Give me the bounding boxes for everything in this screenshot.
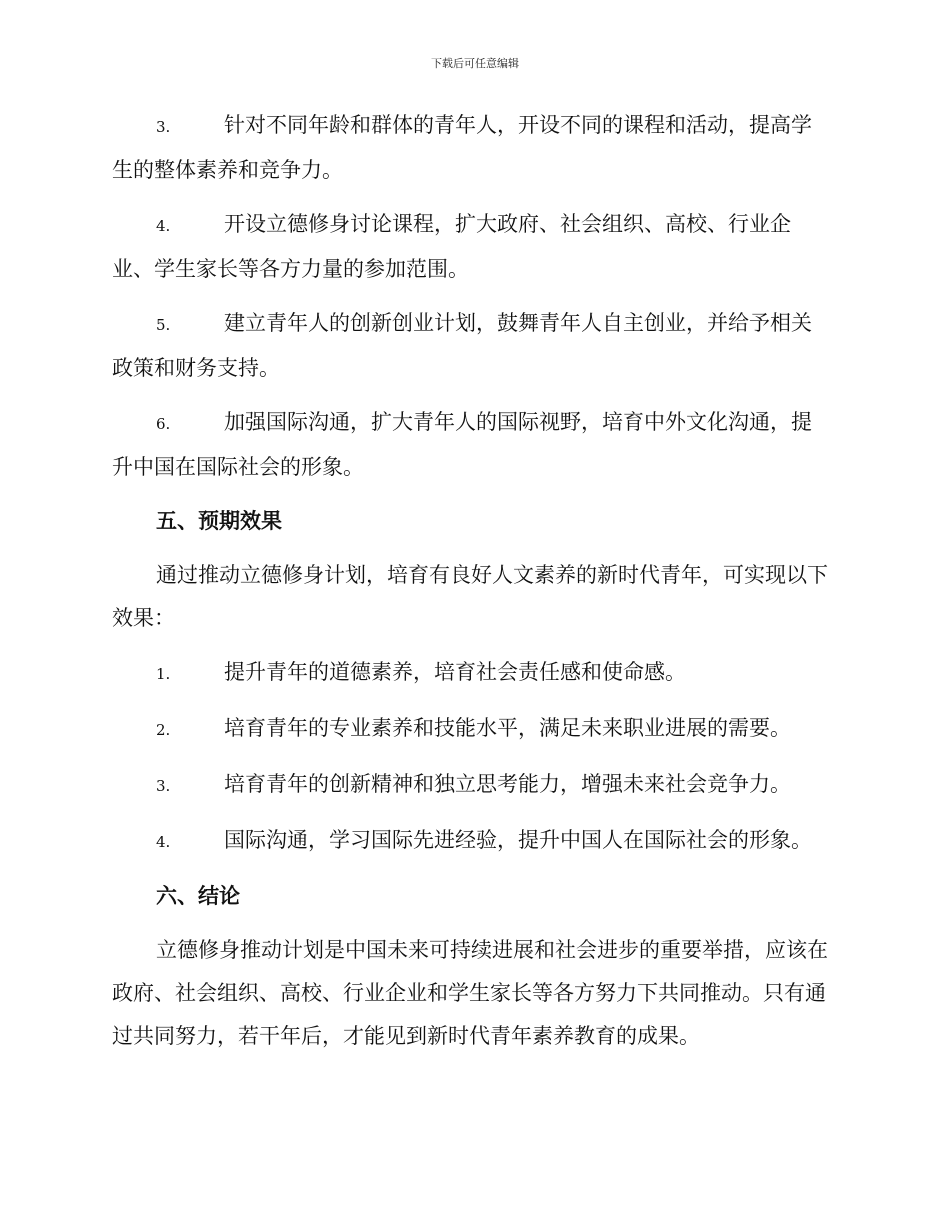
- list-item: [112, 203, 832, 291]
- conclusion-paragraph: 立德修身推动计划是中国未来可持续进展和社会进步的重要举措，应该在政府、社会组织、高校、行业企业和学生家长等各方努力下共同推动。只有通过共同努力，若干年后，才能见到新时代青年素养教育的成果。: [112, 938, 828, 1048]
- list-item-text: 加强国际沟通，扩大青年人的国际视野，培育中外文化沟通，提升中国在国际社会的形象。: [112, 410, 812, 479]
- section-intro-paragraph: 通过推动立德修身计划，培育有良好人文素养的新时代青年，可实现以下效果：: [112, 563, 828, 630]
- list-item-number: 1.: [156, 665, 171, 683]
- list-item: [112, 302, 832, 390]
- page-header: 下载后可任意编辑: [431, 57, 519, 70]
- list-item-number: 2.: [156, 721, 171, 739]
- list-item-text: 培育青年的专业素养和技能水平，满足未来职业进展的需要。: [224, 716, 791, 740]
- list-item-text: 针对不同年龄和群体的青年人，开设不同的课程和活动，提高学生的整体素养和竞争力。: [112, 113, 812, 182]
- list-item-number: 6.: [156, 415, 171, 433]
- list-item: [112, 763, 832, 808]
- list-item-text: 开设立德修身讨论课程，扩大政府、社会组织、高校、行业企业、学生家长等各方力量的参加范围。: [112, 212, 791, 281]
- list-item: [112, 819, 832, 864]
- list-item-text: 建立青年人的创新创业计划，鼓舞青年人自主创业，并给予相关政策和财务支持。: [112, 311, 812, 380]
- section-heading-conclusion: 六、结论: [156, 884, 240, 908]
- list-item-text: 提升青年的道德素养，培育社会责任感和使命感。: [224, 660, 686, 684]
- list-item-number: 5.: [156, 316, 171, 334]
- list-item: [112, 104, 832, 192]
- list-item: [112, 401, 832, 489]
- list-item-text: 国际沟通，学习国际先进经验，提升中国人在国际社会的形象。: [224, 828, 812, 852]
- document-content: [112, 104, 832, 1069]
- section-heading-expected-effects: 五、预期效果: [156, 509, 282, 533]
- list-item-number: 3.: [156, 118, 171, 136]
- list-item: [112, 651, 832, 696]
- list-item-text: 培育青年的创新精神和独立思考能力，增强未来社会竞争力。: [224, 772, 791, 796]
- list-item: [112, 707, 832, 752]
- list-item-number: 4.: [156, 833, 171, 851]
- list-item-number: 3.: [156, 777, 171, 795]
- list-item-number: 4.: [156, 217, 171, 235]
